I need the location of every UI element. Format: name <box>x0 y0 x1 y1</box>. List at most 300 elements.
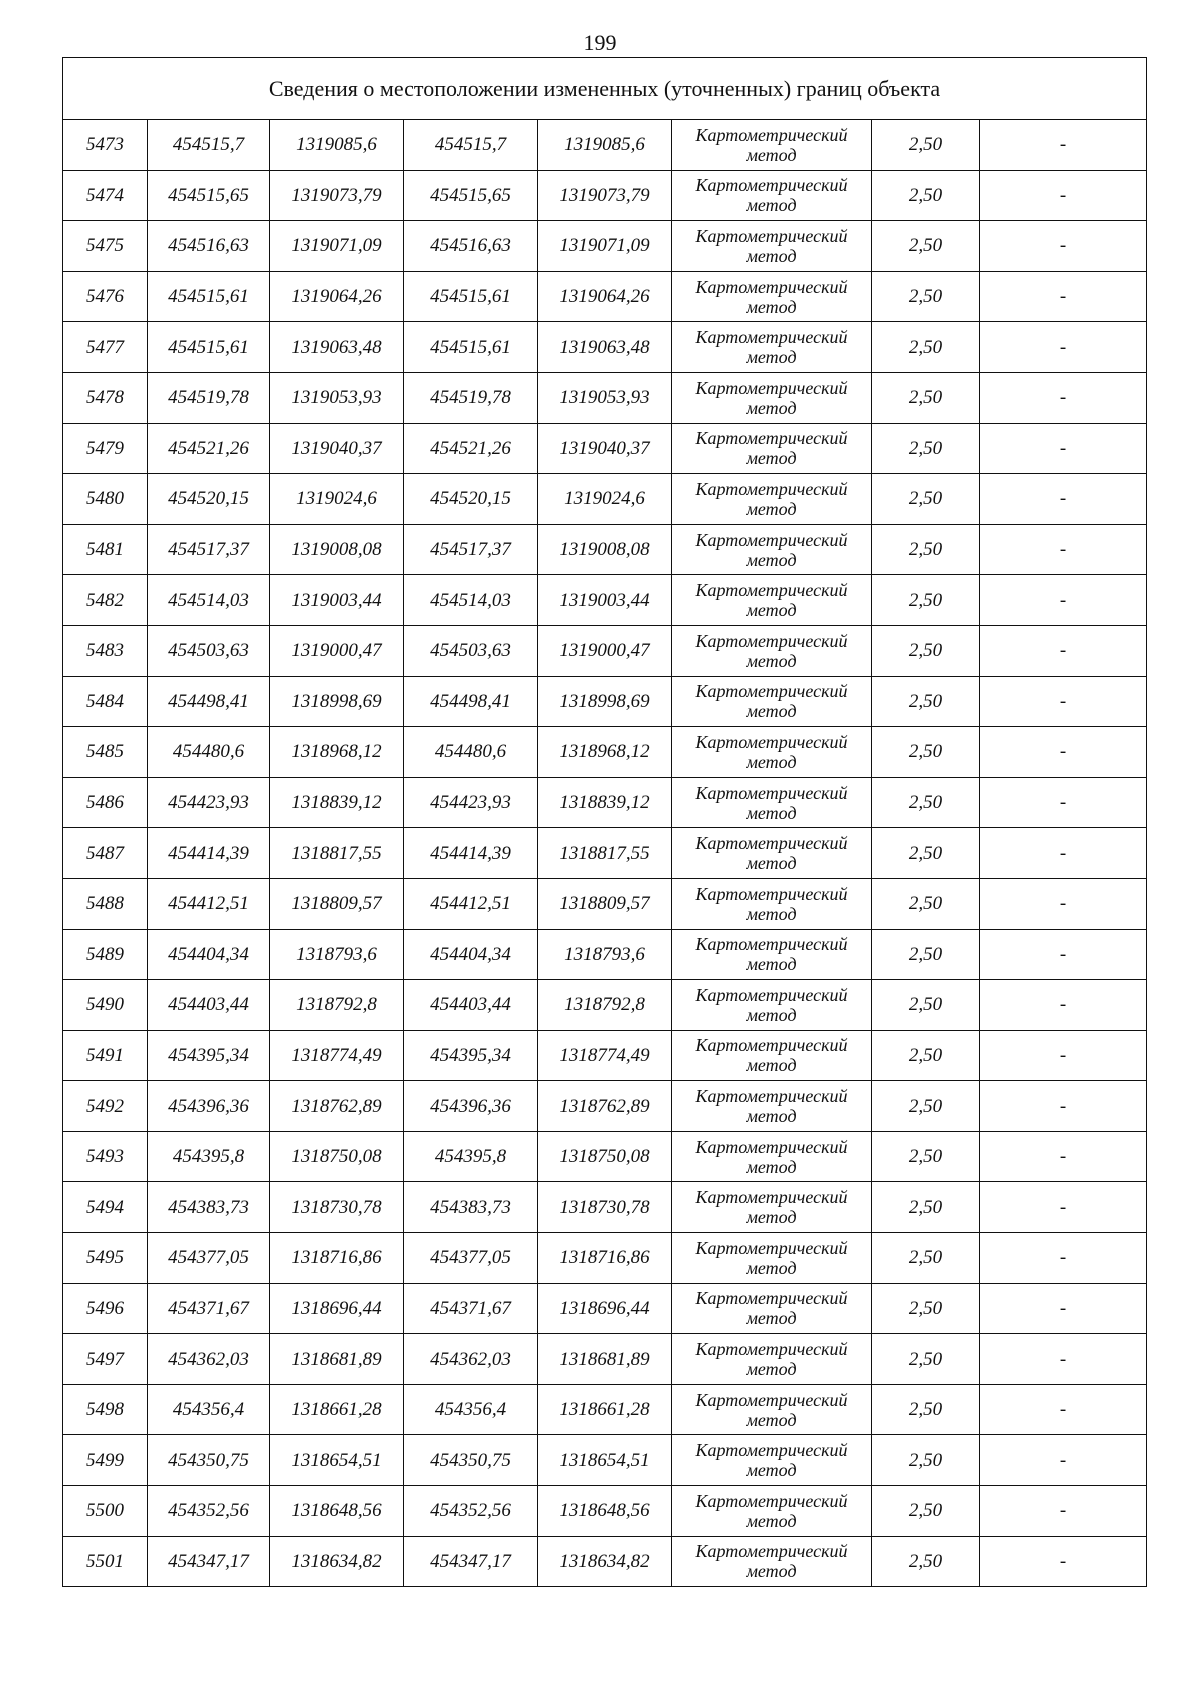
method-line-1: Картометрический <box>695 175 848 196</box>
method-cell <box>672 1283 872 1334</box>
point-number-cell: 5494 <box>63 1182 148 1233</box>
table-row <box>63 1233 1147 1284</box>
method-line-2: метод <box>746 549 797 570</box>
refined-x-cell: 454377,05 <box>404 1233 538 1284</box>
method-line-1: Картометрический <box>695 984 848 1005</box>
note-cell: - <box>980 676 1147 727</box>
table-title: Сведения о местоположении измененных (уточненных) границ объекта <box>63 58 1147 120</box>
refined-x-cell: 454520,15 <box>404 474 538 525</box>
refined-y-cell: 1319085,6 <box>538 120 672 171</box>
existing-x-cell: 454521,26 <box>148 423 270 474</box>
accuracy-cell: 2,50 <box>872 1131 980 1182</box>
table-row <box>63 1384 1147 1435</box>
point-number-cell: 5490 <box>63 980 148 1031</box>
method-cell <box>672 322 872 373</box>
accuracy-cell: 2,50 <box>872 524 980 575</box>
method-cell <box>672 1334 872 1385</box>
existing-x-cell: 454520,15 <box>148 474 270 525</box>
accuracy-cell: 2,50 <box>872 372 980 423</box>
refined-x-cell: 454371,67 <box>404 1283 538 1334</box>
note-cell: - <box>980 372 1147 423</box>
refined-y-cell: 1318762,89 <box>538 1081 672 1132</box>
accuracy-cell: 2,50 <box>872 1233 980 1284</box>
existing-x-cell: 454403,44 <box>148 980 270 1031</box>
method-cell <box>672 676 872 727</box>
refined-x-cell: 454519,78 <box>404 372 538 423</box>
method-line-1: Картометрический <box>695 934 848 955</box>
point-number-cell: 5487 <box>63 828 148 879</box>
refined-x-cell: 454423,93 <box>404 777 538 828</box>
note-cell: - <box>980 929 1147 980</box>
method-line-2: метод <box>746 600 797 621</box>
method-line-2: метод <box>746 1510 797 1531</box>
accuracy-cell: 2,50 <box>872 575 980 626</box>
method-line-1: Картометрический <box>695 529 848 550</box>
existing-x-cell: 454356,4 <box>148 1384 270 1435</box>
existing-y-cell: 1319064,26 <box>270 271 404 322</box>
table-row <box>63 1435 1147 1486</box>
point-number-cell: 5475 <box>63 221 148 272</box>
method-line-1: Картометрический <box>695 377 848 398</box>
method-line-1: Картометрический <box>695 731 848 752</box>
method-cell <box>672 1030 872 1081</box>
point-number-cell: 5492 <box>63 1081 148 1132</box>
point-number-cell: 5478 <box>63 372 148 423</box>
note-cell: - <box>980 1182 1147 1233</box>
method-cell <box>672 423 872 474</box>
table-row <box>63 828 1147 879</box>
existing-y-cell: 1319040,37 <box>270 423 404 474</box>
note-cell: - <box>980 474 1147 525</box>
method-line-1: Картометрический <box>695 1035 848 1056</box>
table-row <box>63 1486 1147 1537</box>
refined-x-cell: 454515,7 <box>404 120 538 171</box>
coordinates-table <box>62 57 1147 1587</box>
existing-y-cell: 1319053,93 <box>270 372 404 423</box>
refined-x-cell: 454403,44 <box>404 980 538 1031</box>
existing-x-cell: 454480,6 <box>148 727 270 778</box>
existing-x-cell: 454515,61 <box>148 271 270 322</box>
refined-y-cell: 1319024,6 <box>538 474 672 525</box>
existing-y-cell: 1318809,57 <box>270 878 404 929</box>
method-line-1: Картометрический <box>695 580 848 601</box>
accuracy-cell: 2,50 <box>872 727 980 778</box>
method-line-1: Картометрический <box>695 276 848 297</box>
method-line-2: метод <box>746 347 797 368</box>
method-line-1: Картометрический <box>695 1136 848 1157</box>
point-number-cell: 5479 <box>63 423 148 474</box>
table-row <box>63 1030 1147 1081</box>
table-row <box>63 474 1147 525</box>
method-line-2: метод <box>746 1156 797 1177</box>
table-row <box>63 423 1147 474</box>
existing-x-cell: 454514,03 <box>148 575 270 626</box>
method-cell <box>672 777 872 828</box>
point-number-cell: 5477 <box>63 322 148 373</box>
table-row <box>63 221 1147 272</box>
accuracy-cell: 2,50 <box>872 1283 980 1334</box>
method-line-2: метод <box>746 650 797 671</box>
method-line-1: Картометрический <box>695 1389 848 1410</box>
point-number-cell: 5483 <box>63 625 148 676</box>
table-row <box>63 524 1147 575</box>
refined-x-cell: 454396,36 <box>404 1081 538 1132</box>
note-cell: - <box>980 980 1147 1031</box>
method-cell <box>672 625 872 676</box>
point-number-cell: 5481 <box>63 524 148 575</box>
refined-x-cell: 454515,65 <box>404 170 538 221</box>
refined-y-cell: 1318716,86 <box>538 1233 672 1284</box>
refined-x-cell: 454521,26 <box>404 423 538 474</box>
method-line-2: метод <box>746 498 797 519</box>
refined-y-cell: 1318998,69 <box>538 676 672 727</box>
method-line-1: Картометрический <box>695 1541 848 1562</box>
accuracy-cell: 2,50 <box>872 120 980 171</box>
table-row <box>63 1536 1147 1587</box>
method-line-1: Картометрический <box>695 630 848 651</box>
refined-y-cell: 1318681,89 <box>538 1334 672 1385</box>
table-row <box>63 575 1147 626</box>
existing-x-cell: 454423,93 <box>148 777 270 828</box>
existing-x-cell: 454503,63 <box>148 625 270 676</box>
note-cell: - <box>980 524 1147 575</box>
note-cell: - <box>980 120 1147 171</box>
note-cell: - <box>980 625 1147 676</box>
existing-x-cell: 454350,75 <box>148 1435 270 1486</box>
point-number-cell: 5485 <box>63 727 148 778</box>
method-line-1: Картометрический <box>695 1339 848 1360</box>
refined-y-cell: 1319073,79 <box>538 170 672 221</box>
method-line-1: Картометрический <box>695 225 848 246</box>
table-row <box>63 929 1147 980</box>
method-line-2: метод <box>746 195 797 216</box>
method-line-2: метод <box>746 1257 797 1278</box>
method-line-1: Картометрический <box>695 124 848 145</box>
existing-y-cell: 1319063,48 <box>270 322 404 373</box>
existing-x-cell: 454395,8 <box>148 1131 270 1182</box>
point-number-cell: 5498 <box>63 1384 148 1435</box>
table-row <box>63 1182 1147 1233</box>
table-row <box>63 1283 1147 1334</box>
point-number-cell: 5501 <box>63 1536 148 1587</box>
method-cell <box>672 1233 872 1284</box>
refined-y-cell: 1318634,82 <box>538 1536 672 1587</box>
method-line-2: метод <box>746 1359 797 1380</box>
existing-x-cell: 454412,51 <box>148 878 270 929</box>
note-cell: - <box>980 1334 1147 1385</box>
point-number-cell: 5480 <box>63 474 148 525</box>
method-cell <box>672 727 872 778</box>
existing-y-cell: 1318696,44 <box>270 1283 404 1334</box>
refined-x-cell: 454515,61 <box>404 322 538 373</box>
existing-y-cell: 1319000,47 <box>270 625 404 676</box>
point-number-cell: 5476 <box>63 271 148 322</box>
refined-y-cell: 1319071,09 <box>538 221 672 272</box>
existing-y-cell: 1318968,12 <box>270 727 404 778</box>
accuracy-cell: 2,50 <box>872 676 980 727</box>
accuracy-cell: 2,50 <box>872 929 980 980</box>
method-line-2: метод <box>746 802 797 823</box>
existing-x-cell: 454377,05 <box>148 1233 270 1284</box>
table-body <box>63 58 1147 1587</box>
table-row <box>63 676 1147 727</box>
note-cell: - <box>980 1536 1147 1587</box>
accuracy-cell: 2,50 <box>872 1536 980 1587</box>
note-cell: - <box>980 1486 1147 1537</box>
note-cell: - <box>980 1283 1147 1334</box>
existing-x-cell: 454362,03 <box>148 1334 270 1385</box>
existing-x-cell: 454515,61 <box>148 322 270 373</box>
accuracy-cell: 2,50 <box>872 878 980 929</box>
existing-x-cell: 454404,34 <box>148 929 270 980</box>
method-line-2: метод <box>746 751 797 772</box>
refined-y-cell: 1319008,08 <box>538 524 672 575</box>
existing-x-cell: 454396,36 <box>148 1081 270 1132</box>
note-cell: - <box>980 170 1147 221</box>
note-cell: - <box>980 878 1147 929</box>
method-cell <box>672 1435 872 1486</box>
existing-x-cell: 454352,56 <box>148 1486 270 1537</box>
refined-x-cell: 454412,51 <box>404 878 538 929</box>
refined-y-cell: 1318696,44 <box>538 1283 672 1334</box>
refined-x-cell: 454356,4 <box>404 1384 538 1435</box>
table-row <box>63 322 1147 373</box>
table-row <box>63 1131 1147 1182</box>
existing-y-cell: 1319085,6 <box>270 120 404 171</box>
method-line-1: Картометрический <box>695 478 848 499</box>
existing-y-cell: 1318648,56 <box>270 1486 404 1537</box>
method-cell <box>672 120 872 171</box>
accuracy-cell: 2,50 <box>872 322 980 373</box>
refined-y-cell: 1319000,47 <box>538 625 672 676</box>
note-cell: - <box>980 1131 1147 1182</box>
method-line-2: метод <box>746 1308 797 1329</box>
accuracy-cell: 2,50 <box>872 1435 980 1486</box>
point-number-cell: 5500 <box>63 1486 148 1537</box>
note-cell: - <box>980 575 1147 626</box>
method-line-2: метод <box>746 1561 797 1582</box>
existing-x-cell: 454414,39 <box>148 828 270 879</box>
refined-y-cell: 1318661,28 <box>538 1384 672 1435</box>
existing-y-cell: 1318654,51 <box>270 1435 404 1486</box>
existing-y-cell: 1318998,69 <box>270 676 404 727</box>
note-cell: - <box>980 777 1147 828</box>
method-line-2: метод <box>746 397 797 418</box>
refined-x-cell: 454352,56 <box>404 1486 538 1537</box>
refined-x-cell: 454383,73 <box>404 1182 538 1233</box>
method-cell <box>672 980 872 1031</box>
existing-x-cell: 454498,41 <box>148 676 270 727</box>
method-line-2: метод <box>746 1409 797 1430</box>
point-number-cell: 5488 <box>63 878 148 929</box>
method-cell <box>672 1536 872 1587</box>
note-cell: - <box>980 1435 1147 1486</box>
refined-y-cell: 1318774,49 <box>538 1030 672 1081</box>
existing-x-cell: 454347,17 <box>148 1536 270 1587</box>
existing-y-cell: 1319071,09 <box>270 221 404 272</box>
method-cell <box>672 1486 872 1537</box>
note-cell: - <box>980 1233 1147 1284</box>
refined-x-cell: 454517,37 <box>404 524 538 575</box>
method-cell <box>672 474 872 525</box>
table-row <box>63 878 1147 929</box>
refined-y-cell: 1319064,26 <box>538 271 672 322</box>
point-number-cell: 5484 <box>63 676 148 727</box>
refined-y-cell: 1319063,48 <box>538 322 672 373</box>
point-number-cell: 5473 <box>63 120 148 171</box>
method-cell <box>672 1131 872 1182</box>
method-line-2: метод <box>746 245 797 266</box>
table-row <box>63 777 1147 828</box>
existing-x-cell: 454371,67 <box>148 1283 270 1334</box>
refined-y-cell: 1318817,55 <box>538 828 672 879</box>
point-number-cell: 5493 <box>63 1131 148 1182</box>
existing-y-cell: 1319003,44 <box>270 575 404 626</box>
existing-y-cell: 1318762,89 <box>270 1081 404 1132</box>
existing-y-cell: 1318774,49 <box>270 1030 404 1081</box>
page-number: 199 <box>583 30 617 55</box>
accuracy-cell: 2,50 <box>872 221 980 272</box>
method-line-2: метод <box>746 144 797 165</box>
table-row <box>63 271 1147 322</box>
refined-x-cell: 454498,41 <box>404 676 538 727</box>
existing-y-cell: 1318634,82 <box>270 1536 404 1587</box>
method-line-1: Картометрический <box>695 1440 848 1461</box>
method-line-1: Картометрический <box>695 1288 848 1309</box>
method-cell <box>672 828 872 879</box>
method-line-1: Картометрический <box>695 833 848 854</box>
method-cell <box>672 929 872 980</box>
existing-x-cell: 454395,34 <box>148 1030 270 1081</box>
refined-x-cell: 454503,63 <box>404 625 538 676</box>
refined-y-cell: 1318648,56 <box>538 1486 672 1537</box>
accuracy-cell: 2,50 <box>872 271 980 322</box>
note-cell: - <box>980 1081 1147 1132</box>
method-line-1: Картометрический <box>695 1237 848 1258</box>
refined-x-cell: 454404,34 <box>404 929 538 980</box>
method-line-2: метод <box>746 1055 797 1076</box>
method-line-1: Картометрический <box>695 883 848 904</box>
existing-x-cell: 454515,65 <box>148 170 270 221</box>
note-cell: - <box>980 1030 1147 1081</box>
table-row <box>63 170 1147 221</box>
existing-y-cell: 1318681,89 <box>270 1334 404 1385</box>
existing-y-cell: 1319024,6 <box>270 474 404 525</box>
refined-x-cell: 454414,39 <box>404 828 538 879</box>
existing-y-cell: 1318750,08 <box>270 1131 404 1182</box>
method-line-2: метод <box>746 701 797 722</box>
accuracy-cell: 2,50 <box>872 1030 980 1081</box>
accuracy-cell: 2,50 <box>872 170 980 221</box>
method-cell <box>672 221 872 272</box>
table-row <box>63 980 1147 1031</box>
method-cell <box>672 1081 872 1132</box>
existing-x-cell: 454383,73 <box>148 1182 270 1233</box>
note-cell: - <box>980 271 1147 322</box>
method-cell <box>672 372 872 423</box>
method-line-2: метод <box>746 1004 797 1025</box>
refined-y-cell: 1318750,08 <box>538 1131 672 1182</box>
refined-x-cell: 454515,61 <box>404 271 538 322</box>
note-cell: - <box>980 1384 1147 1435</box>
refined-x-cell: 454395,34 <box>404 1030 538 1081</box>
refined-x-cell: 454362,03 <box>404 1334 538 1385</box>
method-line-1: Картометрический <box>695 428 848 449</box>
method-line-2: метод <box>746 1106 797 1127</box>
method-line-2: метод <box>746 448 797 469</box>
table-row <box>63 372 1147 423</box>
method-cell <box>672 575 872 626</box>
point-number-cell: 5499 <box>63 1435 148 1486</box>
method-line-2: метод <box>746 954 797 975</box>
refined-x-cell: 454516,63 <box>404 221 538 272</box>
method-line-2: метод <box>746 853 797 874</box>
refined-y-cell: 1318793,6 <box>538 929 672 980</box>
method-line-2: метод <box>746 1207 797 1228</box>
refined-y-cell: 1319003,44 <box>538 575 672 626</box>
table-row <box>63 625 1147 676</box>
method-line-2: метод <box>746 296 797 317</box>
point-number-cell: 5497 <box>63 1334 148 1385</box>
method-cell <box>672 1384 872 1435</box>
method-cell <box>672 170 872 221</box>
refined-x-cell: 454347,17 <box>404 1536 538 1587</box>
existing-y-cell: 1318661,28 <box>270 1384 404 1435</box>
point-number-cell: 5474 <box>63 170 148 221</box>
existing-y-cell: 1319073,79 <box>270 170 404 221</box>
existing-y-cell: 1318716,86 <box>270 1233 404 1284</box>
refined-y-cell: 1318730,78 <box>538 1182 672 1233</box>
point-number-cell: 5491 <box>63 1030 148 1081</box>
accuracy-cell: 2,50 <box>872 1182 980 1233</box>
table-row <box>63 120 1147 171</box>
existing-y-cell: 1318730,78 <box>270 1182 404 1233</box>
existing-y-cell: 1318793,6 <box>270 929 404 980</box>
accuracy-cell: 2,50 <box>872 777 980 828</box>
existing-y-cell: 1319008,08 <box>270 524 404 575</box>
accuracy-cell: 2,50 <box>872 1334 980 1385</box>
existing-y-cell: 1318839,12 <box>270 777 404 828</box>
refined-y-cell: 1319053,93 <box>538 372 672 423</box>
accuracy-cell: 2,50 <box>872 980 980 1031</box>
method-line-1: Картометрический <box>695 1187 848 1208</box>
method-cell <box>672 878 872 929</box>
method-line-1: Картометрический <box>695 1490 848 1511</box>
method-cell <box>672 271 872 322</box>
accuracy-cell: 2,50 <box>872 1384 980 1435</box>
refined-x-cell: 454395,8 <box>404 1131 538 1182</box>
refined-y-cell: 1319040,37 <box>538 423 672 474</box>
note-cell: - <box>980 828 1147 879</box>
note-cell: - <box>980 727 1147 778</box>
refined-y-cell: 1318968,12 <box>538 727 672 778</box>
point-number-cell: 5495 <box>63 1233 148 1284</box>
refined-y-cell: 1318792,8 <box>538 980 672 1031</box>
accuracy-cell: 2,50 <box>872 423 980 474</box>
point-number-cell: 5482 <box>63 575 148 626</box>
method-cell <box>672 1182 872 1233</box>
refined-x-cell: 454350,75 <box>404 1435 538 1486</box>
existing-x-cell: 454519,78 <box>148 372 270 423</box>
accuracy-cell: 2,50 <box>872 1081 980 1132</box>
method-cell <box>672 524 872 575</box>
note-cell: - <box>980 322 1147 373</box>
existing-x-cell: 454517,37 <box>148 524 270 575</box>
method-line-1: Картометрический <box>695 1086 848 1107</box>
refined-y-cell: 1318839,12 <box>538 777 672 828</box>
method-line-1: Картометрический <box>695 782 848 803</box>
method-line-2: метод <box>746 1460 797 1481</box>
